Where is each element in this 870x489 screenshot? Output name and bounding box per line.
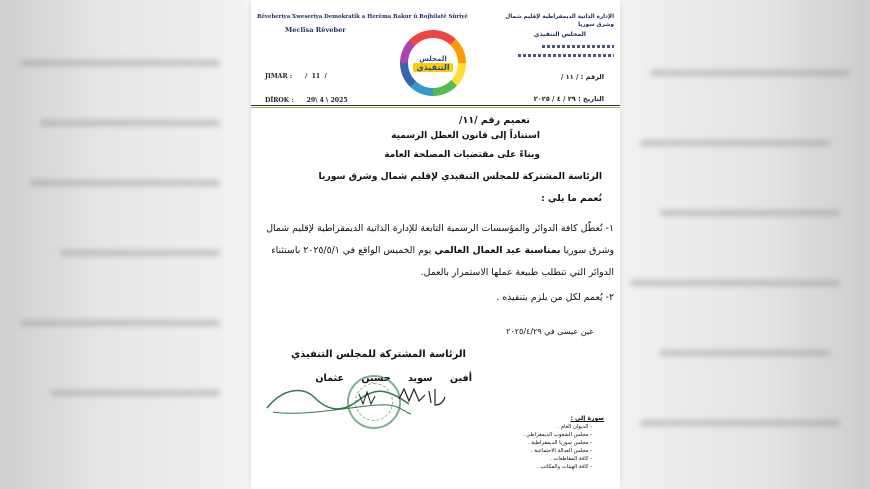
header-rule-gold — [251, 107, 620, 108]
decree-line: تُعمم ما يلي : — [541, 193, 602, 204]
right-org-line2: المجلس التنفيذي — [533, 31, 586, 39]
jimar-value: / 11 / — [305, 73, 327, 80]
issuing-authority: الرئاسة المشتركة للمجلس التنفيذي لإقليم شمال وشرق سوريا — [318, 171, 602, 182]
second-signature — [397, 383, 447, 409]
copy-item: - مجلس العدالة الاجتماعية . — [523, 447, 592, 455]
date-value: ٢٩ / ٤ / ٢٠٢٥ — [533, 94, 576, 103]
syriac-line-1 — [542, 45, 614, 48]
legal-basis-1: استناداً إلى قانون العطل الرسمية — [391, 131, 540, 141]
logo-text-1: المجلس — [419, 54, 447, 63]
copy-item: - مجلس سوريا الديمقراطية . — [523, 439, 592, 447]
place-date: عين عيسى في ٢٠٢٥/٤/٢٩ — [506, 327, 594, 336]
logo-text-2: التنفيذي — [413, 63, 452, 72]
signatory-names: أفين سويد حسين عثمان — [315, 373, 472, 384]
date-label: التاريخ : — [578, 94, 604, 103]
header-rule — [251, 105, 620, 106]
dirok-value: 29\ 4 \ 2025 — [306, 96, 348, 104]
header-right — [494, 14, 614, 57]
blurred-right-margin — [620, 0, 870, 489]
item-1-text-c: يوم الخميس الواقع في ٢٠٢٥/٥/١ باستثناء الدوائر التي تتطلب طبيعة عملها الاستمرار بالعمل. — [271, 245, 614, 278]
ref-label: الرقم : — [580, 73, 604, 81]
circular-title: تعميم رقم /١١/ — [459, 115, 530, 126]
syriac-line-2 — [518, 54, 614, 57]
copies-caption: صورة إلى : — [570, 415, 604, 422]
left-org-line1: Rêveberiya Xweseriya Demokratîk a Herêma Bakur û Rojhilatê Sûriyê — [257, 14, 468, 20]
copies-list — [523, 415, 604, 471]
copy-item: - الديوان العام . — [523, 423, 592, 431]
signature-title: الرئاسة المشتركة للمجلس التنفيذي — [290, 349, 466, 360]
copy-item: - مجلس الشعوب الديمقراطي . — [523, 431, 592, 439]
right-org-line1: الإدارة الذاتية الديمقراطية لإقليم شمال وشرق سوريا — [505, 14, 614, 28]
item-1-text-a: ١- تُعطّل كافة الدوائر والمؤسسات الرسمية التابعة للإدارة الذاتية الديمقراطية لإقليم شمال وشرق سوريا — [266, 223, 614, 256]
handwritten-signature — [263, 380, 413, 420]
jimar-label: JIMAR : — [265, 73, 293, 80]
council-logo — [400, 30, 466, 96]
blurred-left-margin — [0, 0, 250, 489]
meta-left — [265, 72, 348, 106]
official-document — [251, 0, 620, 489]
legal-basis-2: وبناءً على مقتضيات المصلحة العامة — [384, 150, 540, 160]
item-1 — [264, 218, 614, 284]
meta-right — [534, 72, 604, 104]
copy-item: - كافة الهيئات والمكاتب . — [523, 463, 592, 471]
dirok-label: DÎROK : — [265, 96, 294, 104]
left-org-line2: Meclîsa Rêveber — [285, 26, 346, 35]
item-2: ٢- يُعمم لكل من يلزم بتنفيذه . — [496, 292, 614, 303]
ref-value: / ١١ / — [560, 73, 579, 81]
item-1-occasion: بمناسبة عيد العمال العالمي — [434, 245, 561, 256]
copy-item: - كافة المقاطعات . — [523, 455, 592, 463]
